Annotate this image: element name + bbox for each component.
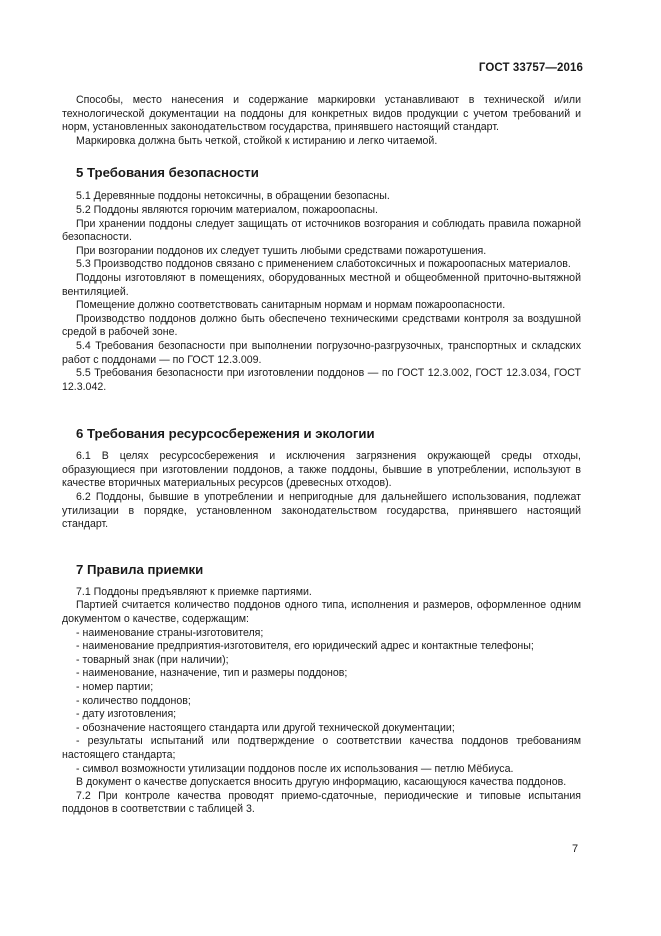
- list-item: - наименование, назначение, тип и размеры поддонов;: [76, 667, 348, 680]
- section-5-title: 5 Требования безопасности: [76, 165, 259, 181]
- paragraph: 5.4 Требования безопасности при выполнении погрузочно-разгрузочных, транспортных и складских работ с поддонами — по ГОСТ 12.3.009.: [62, 339, 581, 366]
- paragraph: 7.2 При контроле качества проводят приемо-сдаточные, периодические и типовые испытания поддонов в соответствии с таблицей 3.: [62, 789, 581, 816]
- list-item: - номер партии;: [76, 681, 154, 693]
- document-header: ГОСТ 33757—2016: [478, 62, 583, 74]
- page-body: [62, 86, 581, 817]
- paragraph: Маркировка должна быть четкой, стойкой к истиранию и легко читаемой.: [76, 134, 438, 147]
- list-item: - количество поддонов;: [76, 694, 191, 707]
- list-item: - наименование предприятия-изготовителя, его юридический адрес и контактные телефоны;: [76, 640, 534, 653]
- list-item: - символ возможности утилизации поддонов после их использования — петлю Мёбиуса.: [76, 762, 514, 775]
- paragraph: При возгорании поддонов их следует тушить любыми средствами пожаротушения.: [76, 244, 487, 257]
- paragraph: При хранении поддоны следует защищать от источников возгорания и соблюдать правила пожарной безопасности.: [62, 217, 581, 244]
- section-7-title: 7 Правила приемки: [76, 561, 204, 577]
- list-item: - дату изготовления;: [76, 708, 177, 721]
- paragraph: Помещение должно соответствовать санитарным нормам и нормам пожароопасности.: [76, 299, 506, 312]
- paragraph: 6.2 Поддоны, бывшие в употреблении и непригодные для дальнейшего использования, подлежат утилизации в порядке, установленном законодательством государства, принявшего настоящий стандарт.: [62, 491, 581, 531]
- paragraph: Партией считается количество поддонов одного типа, исполнения и размеров, оформленное одним документом о качестве, содержащим:: [62, 599, 581, 626]
- paragraph: Поддоны изготовляют в помещениях, оборудованных местной и общеобменной приточно-вытяжной вентиляцией.: [62, 271, 581, 298]
- list-item: - результаты испытаний или подтверждение о соответствии качества поддонов требованиям настоящего стандарта;: [62, 735, 581, 761]
- list-item: - обозначение настоящего стандарта или другой технической документации;: [76, 721, 455, 734]
- paragraph: 5.3 Производство поддонов связано с применением слаботоксичных и пожароопасных материалов.: [76, 258, 571, 271]
- paragraph: 6.1 В целях ресурсосбережения и исключения загрязнения окружающей среды отходы, образующиеся при изготовлении поддонов, а также поддоны, бывшие в употреблении, используют в качестве вторичных материальных ресурсов (древесных отходов).: [62, 450, 581, 490]
- section-6-title: 6 Требования ресурсосбережения и экологии: [76, 426, 375, 442]
- page-number: 7: [572, 843, 579, 855]
- paragraph: 5.2 Поддоны являются горючим материалом, пожароопасны.: [76, 203, 378, 216]
- paragraph: 7.1 Поддоны предъявляют к приемке партиями.: [76, 585, 312, 598]
- paragraph: Производство поддонов должно быть обеспечено техническими средствами контроля за воздушной средой в рабочей зоне.: [62, 312, 581, 339]
- paragraph: 5.5 Требования безопасности при изготовлении поддонов — по ГОСТ 12.3.002, ГОСТ 12.3.034, ГОСТ 12.3.042.: [62, 367, 581, 393]
- list-item: - наименование страны-изготовителя;: [76, 626, 264, 639]
- list-item: - товарный знак (при наличии);: [76, 653, 229, 666]
- paragraph: В документ о качестве допускается вносить другую информацию, касающуюся качества поддонов.: [76, 776, 567, 789]
- paragraph: 5.1 Деревянные поддоны нетоксичны, в обращении безопасны.: [76, 190, 390, 203]
- paragraph: Способы, место нанесения и содержание маркировки устанавливают в технической и/или технологической документации на поддоны для конкретных видов продукции с учетом требований и норм, установленных законодательством государства, принявшего настоящий стандарт.: [62, 94, 581, 134]
